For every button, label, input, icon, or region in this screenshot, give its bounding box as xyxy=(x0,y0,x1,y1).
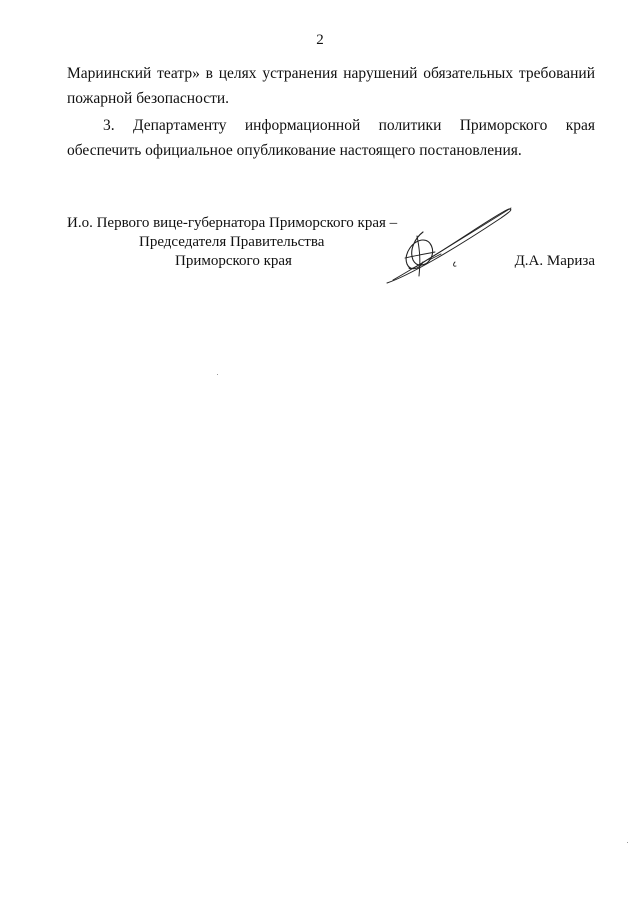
signer-name: Д.А. Мариза xyxy=(514,253,595,269)
signature-block xyxy=(0,215,640,295)
signer-title-line: Приморского края xyxy=(175,253,292,269)
signer-title-line: И.о. Первого вице-губернатора Приморского края – xyxy=(67,215,398,231)
paragraph-line: пожарной безопасности. xyxy=(67,90,230,107)
handwritten-signature-icon xyxy=(383,200,518,290)
paragraph-line: Мариинский театр» в целях устранения нарушений обязательных требований xyxy=(67,65,595,82)
scan-speck xyxy=(627,842,628,843)
paragraph-line: 3. Департаменту информационной политики Приморского края xyxy=(103,117,595,134)
paragraph-publication xyxy=(67,113,595,163)
signer-title-line: Председателя Правительства xyxy=(139,234,325,250)
scan-speck xyxy=(217,374,218,375)
paragraph-fire-safety xyxy=(67,61,595,111)
page-number: 2 xyxy=(316,32,324,48)
paragraph-line: обеспечить официальное опубликование настоящего постановления. xyxy=(67,142,522,159)
